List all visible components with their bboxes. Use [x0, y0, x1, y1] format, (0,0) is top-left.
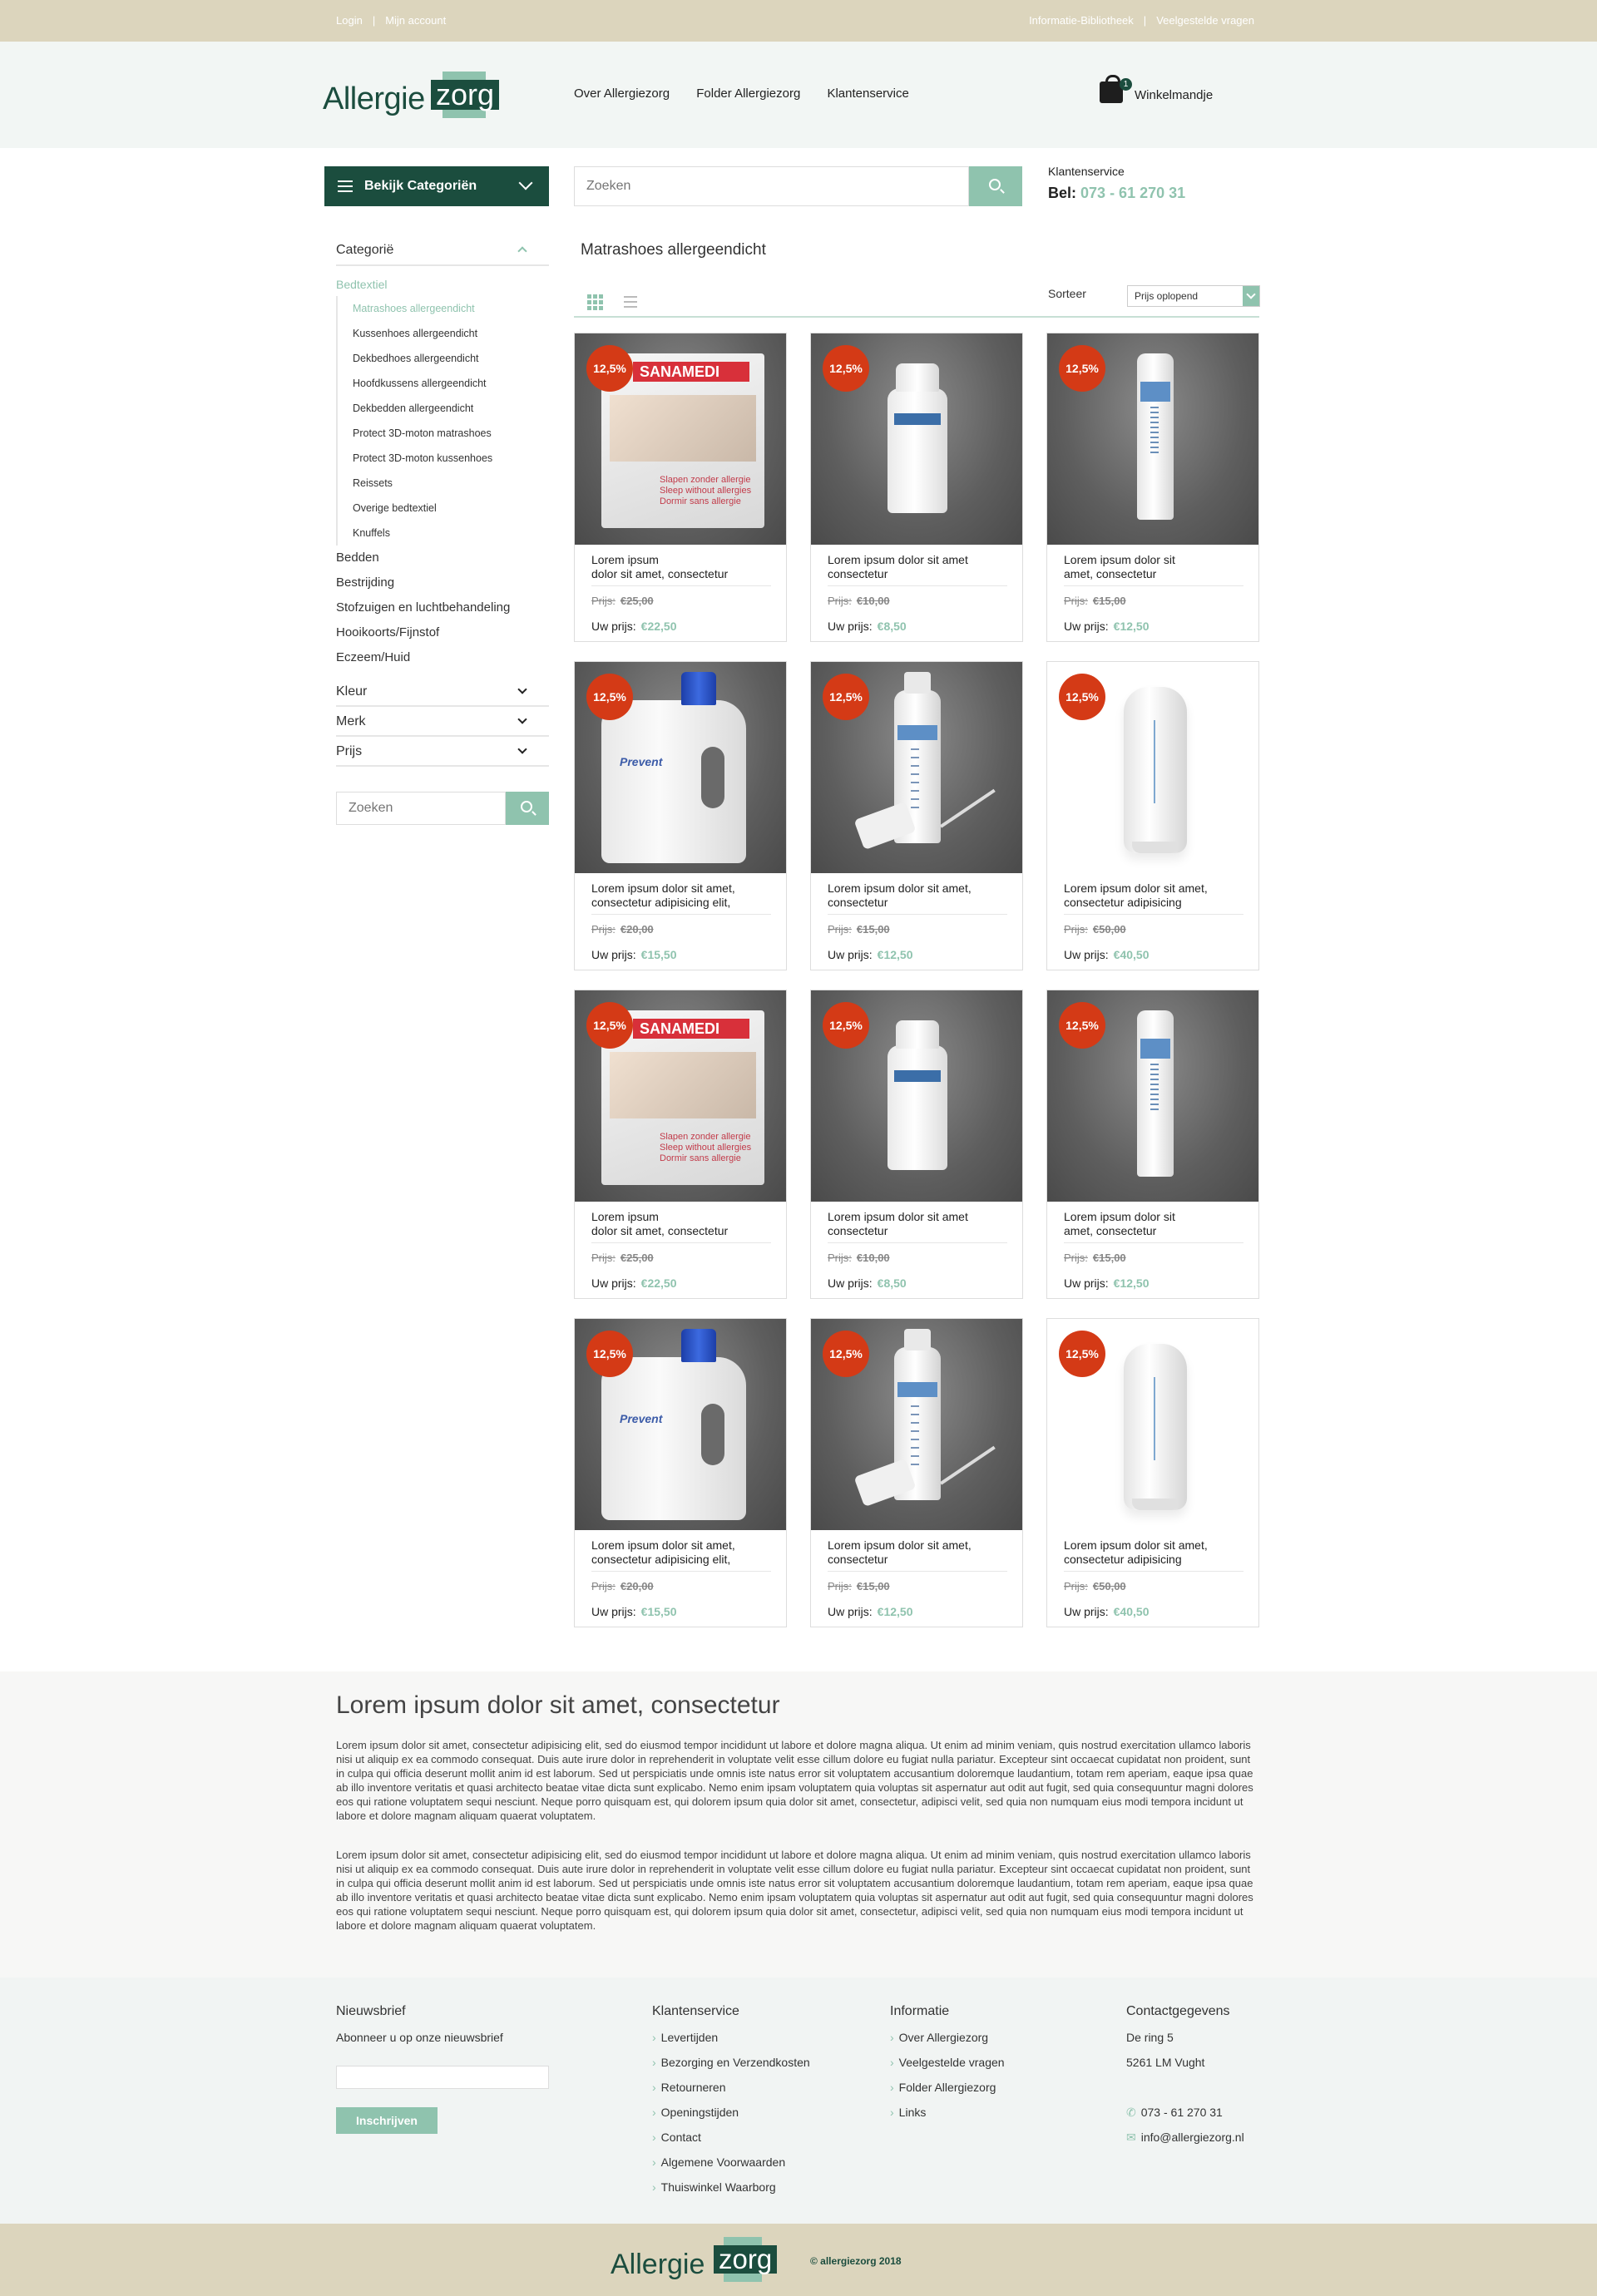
discount-badge: 12,5% — [823, 1331, 869, 1377]
product-card[interactable] — [574, 990, 787, 1299]
old-price-value: €50,00 — [1092, 923, 1126, 936]
new-price — [828, 948, 913, 961]
contact-email[interactable] — [1126, 2131, 1244, 2155]
contact-phone-label: 073 - 61 270 31 — [1140, 2106, 1223, 2119]
sidebar-main-categories — [336, 546, 549, 670]
footer-logo[interactable] — [611, 2237, 794, 2282]
product-card[interactable] — [1046, 1318, 1259, 1627]
header-search-input[interactable] — [575, 167, 968, 205]
product-name-line: consectetur — [828, 567, 888, 580]
sidebar-item[interactable]: Eczeem/Huid — [336, 650, 411, 664]
product-name-line: Lorem ipsum dolor sit amet — [828, 553, 968, 566]
product-name-line: Lorem ipsum dolor sit amet, — [828, 1538, 972, 1552]
footer-link-label: Algemene Voorwaarden — [660, 2155, 786, 2169]
new-price-label: Uw prijs: — [591, 1605, 636, 1618]
old-price-label: Prijs: — [591, 595, 616, 607]
divider — [574, 316, 1259, 318]
nav-over[interactable]: Over Allergiezorg — [574, 86, 670, 101]
new-price — [1064, 1276, 1150, 1290]
chevron-right-icon: › — [890, 2106, 894, 2119]
cart-label: Winkelmandje — [1135, 88, 1214, 102]
discount-badge: 12,5% — [1059, 1331, 1105, 1377]
main-nav — [574, 86, 932, 101]
footer-link-label: Folder Allergiezorg — [898, 2081, 996, 2094]
bottom-bar — [0, 2224, 1597, 2296]
old-price — [1064, 1580, 1126, 1592]
spacer — [1126, 2081, 1244, 2106]
old-price — [1064, 923, 1126, 936]
product-name-line: consectetur adipisicing — [1064, 896, 1182, 909]
new-price — [828, 620, 907, 633]
new-price — [591, 620, 677, 633]
chevron-right-icon: › — [652, 2031, 656, 2044]
old-price — [1064, 595, 1126, 607]
footer-service — [652, 2004, 810, 2205]
nav-folder[interactable]: Folder Allergiezorg — [696, 86, 801, 101]
old-price-value: €20,00 — [620, 923, 654, 936]
footer-link-label: Contact — [660, 2131, 701, 2144]
new-price-value: €8,50 — [877, 1276, 907, 1290]
chevron-right-icon: › — [652, 2081, 656, 2094]
product-name-line: consectetur adipisicing elit, — [591, 1553, 731, 1566]
service-title: Klantenservice — [1048, 165, 1125, 178]
chevron-down-icon — [519, 176, 533, 190]
discount-badge: 12,5% — [586, 345, 633, 392]
product-card[interactable] — [574, 661, 787, 970]
sidebar-subitem[interactable]: Dekbedden allergeendicht — [353, 402, 474, 414]
product-card[interactable] — [1046, 990, 1259, 1299]
product-name[interactable] — [828, 553, 1007, 586]
footer-heading: Klantenservice — [652, 2004, 739, 2018]
sidebar-subitem[interactable]: Hoofdkussens allergeendicht — [353, 378, 487, 389]
package-text-line: Dormir sans allergie — [660, 496, 741, 506]
chevron-right-icon: › — [652, 2056, 656, 2069]
phone-icon: ✆ — [1126, 2106, 1136, 2119]
package-text-line: Slapen zonder allergie — [660, 1132, 751, 1142]
new-price-label: Uw prijs: — [1064, 1276, 1109, 1290]
sidebar-item-bedtextiel[interactable]: Bedtextiel — [336, 278, 388, 291]
chevron-right-icon: › — [890, 2031, 894, 2044]
product-name-line: amet, consectetur — [1064, 1224, 1157, 1237]
footer-link[interactable] — [652, 2081, 810, 2106]
jug-label: Prevent — [620, 755, 663, 768]
sidebar-search-input[interactable] — [337, 792, 505, 824]
old-price-label: Prijs: — [1064, 1252, 1088, 1264]
account-link[interactable]: Mijn account — [385, 14, 447, 27]
package-text-line: Slapen zonder allergie — [660, 475, 751, 485]
new-price-value: €12,50 — [1113, 620, 1150, 633]
footer-heading: Contactgegevens — [1126, 2004, 1230, 2018]
old-price-value: €15,00 — [1092, 595, 1126, 607]
sidebar-subitem[interactable]: Overige bedtextiel — [353, 502, 437, 514]
old-price-label: Prijs: — [1064, 595, 1088, 607]
old-price-label: Prijs: — [591, 1252, 616, 1264]
filter-label: Kleur — [336, 684, 368, 699]
filter-merk[interactable] — [336, 707, 549, 737]
old-price — [1064, 1252, 1126, 1264]
product-name[interactable] — [1064, 1538, 1243, 1572]
old-price-value: €25,00 — [620, 1252, 654, 1264]
spacer — [336, 670, 549, 677]
new-price-label: Uw prijs: — [591, 948, 636, 961]
package-text-line: Dormir sans allergie — [660, 1153, 741, 1163]
chevron-down-icon — [517, 714, 527, 723]
package-photo — [610, 395, 756, 462]
old-price-label: Prijs: — [828, 1580, 852, 1592]
filter-prijs[interactable] — [336, 737, 549, 767]
sort-select[interactable] — [1127, 285, 1260, 307]
old-price-label: Prijs: — [591, 923, 616, 936]
sidebar-subitem[interactable]: Protect 3D-moton matrashoes — [353, 427, 492, 439]
old-price — [591, 1252, 654, 1264]
product-name[interactable] — [828, 1210, 1007, 1243]
package-brand: SANAMEDI — [633, 1019, 749, 1039]
logo-word-2: zorg — [431, 80, 499, 110]
chevron-right-icon: › — [652, 2131, 656, 2144]
product-name-line: Lorem ipsum dolor sit amet, — [591, 881, 735, 895]
footer-heading: Nieuwsbrief — [336, 2004, 406, 2018]
jug-illustration — [601, 1357, 746, 1520]
new-price — [828, 1605, 913, 1618]
product-name-line: consectetur — [828, 1224, 888, 1237]
seo-paragraph: Lorem ipsum dolor sit amet, consectetur adipisicing elit, sed do eiusmod tempor incididunt ut labore et dolore magna aliqua. Ut enim ad minim veniam, quis nostrud exercitation ullamco laboris nisi ut aliquip ex ea commodo consequat. Duis aute irure dolor in reprehenderit in voluptate velit esse cillum dolore eu fugiat nulla pariatur. Excepteur sint occaecat cupidatat non proident, sunt in culpa qui officia deserunt mollit anim id est laborum. Sed ut perspiciatis unde omnis iste natus error sit voluptatem accusantium doloremque laudantium, totam rem aperiam, eaque ipsa quae ab illo inventore veritatis et quasi architecto beatae vitae dicta sunt explicabo. Nemo enim ipsam voluptatem quia voluptas sit aspernatur aut odit aut fugit, sed quia consequuntur magni dolores eos qui ratione voluptatem sequi nesciunt. Neque porro quisquam est, qui dolorem ipsum quia dolor sit amet, consectetur, adipisci velit, sed quia non numquam eius modi tempora incidunt ut labore et dolore magnam aliquam quaerat voluptatem. — [336, 1739, 1253, 1822]
footer-link[interactable] — [890, 2031, 1005, 2056]
new-price — [1064, 620, 1150, 633]
old-price-label: Prijs: — [591, 1580, 616, 1592]
discount-badge: 12,5% — [1059, 1002, 1105, 1049]
new-price-label: Uw prijs: — [828, 1276, 873, 1290]
new-price-label: Uw prijs: — [1064, 1605, 1109, 1618]
footer-link[interactable] — [652, 2106, 810, 2131]
new-price-label: Uw prijs: — [828, 948, 873, 961]
old-price-label: Prijs: — [828, 923, 852, 936]
discount-badge: 12,5% — [586, 674, 633, 720]
sidebar-subitem[interactable]: Protect 3D-moton kussenhoes — [353, 452, 493, 464]
seo-title: Lorem ipsum dolor sit amet, consectetur — [336, 1691, 780, 1719]
footer-link[interactable] — [652, 2180, 810, 2205]
product-name[interactable] — [828, 881, 1007, 915]
cart-count-badge: 1 — [1120, 78, 1132, 91]
top-bar-separator: | — [372, 14, 376, 27]
sidebar-subitem[interactable]: Kussenhoes allergeendicht — [353, 328, 478, 339]
chevron-right-icon: › — [890, 2081, 894, 2094]
product-name-line: Lorem ipsum dolor sit amet, — [1064, 881, 1208, 895]
new-price-value: €22,50 — [640, 620, 677, 633]
old-price — [591, 923, 654, 936]
new-price — [591, 1605, 677, 1618]
new-price-value: €15,50 — [640, 1605, 677, 1618]
footer-link[interactable] — [652, 2131, 810, 2155]
top-bar-left — [336, 14, 446, 27]
new-price-label: Uw prijs: — [591, 620, 636, 633]
jug-label: Prevent — [620, 1412, 663, 1425]
chevron-up-icon — [517, 246, 527, 255]
discount-badge: 12,5% — [586, 1331, 633, 1377]
sidebar-item[interactable]: Bedden — [336, 551, 379, 565]
package-text-line: Sleep without allergies — [660, 486, 752, 496]
chevron-down-icon — [1243, 286, 1259, 306]
package-text — [660, 475, 751, 507]
newsletter-subtitle: Abonneer u op onze nieuwsbrief — [336, 2031, 503, 2044]
old-price — [828, 923, 890, 936]
new-price — [591, 948, 677, 961]
discount-badge: 12,5% — [823, 674, 869, 720]
sidebar — [336, 241, 549, 767]
product-name-line: consectetur adipisicing — [1064, 1553, 1182, 1566]
footer-link-label: Bezorging en Verzendkosten — [660, 2056, 810, 2069]
filter-kleur[interactable] — [336, 677, 549, 707]
call-label: Bel: — [1048, 185, 1077, 201]
footer-link-label: Links — [898, 2106, 927, 2119]
old-price-label: Prijs: — [828, 1252, 852, 1264]
filter-label: Merk — [336, 714, 366, 728]
contact-email-label: info@allergiezorg.nl — [1140, 2131, 1244, 2144]
discount-badge: 12,5% — [1059, 674, 1105, 720]
sidebar-search-box — [336, 792, 506, 825]
package-brand: SANAMEDI — [633, 362, 749, 382]
new-price — [591, 1276, 677, 1290]
envelope-icon: ✉ — [1126, 2131, 1136, 2144]
old-price — [828, 1580, 890, 1592]
sidebar-subitem[interactable]: Dekbedhoes allergeendicht — [353, 353, 479, 364]
top-bar-separator: | — [1143, 14, 1147, 27]
product-card[interactable] — [574, 333, 787, 642]
product-name-line: Lorem ipsum dolor sit amet, — [591, 1538, 735, 1552]
service-block — [1048, 165, 1185, 202]
new-price-label: Uw prijs: — [1064, 948, 1109, 961]
package-text-line: Sleep without allergies — [660, 1143, 752, 1153]
old-price — [591, 595, 654, 607]
footer-link[interactable] — [652, 2056, 810, 2081]
old-price-value: €15,00 — [856, 1580, 890, 1592]
product-card[interactable] — [810, 333, 1023, 642]
search-icon — [521, 801, 532, 812]
newsletter-email-input[interactable] — [336, 2066, 549, 2089]
old-price-value: €10,00 — [856, 595, 890, 607]
logo-word-2: zorg — [714, 2245, 777, 2274]
discount-badge: 12,5% — [823, 345, 869, 392]
header — [0, 42, 1597, 148]
library-link[interactable]: Informatie-Bibliotheek — [1029, 14, 1134, 27]
contact-phone[interactable] — [1126, 2106, 1244, 2131]
product-name-line: Lorem ipsum — [591, 553, 659, 566]
footer-link-label: Retourneren — [660, 2081, 726, 2094]
footer-link[interactable] — [890, 2106, 1005, 2131]
bottle-illustration — [887, 1045, 947, 1170]
old-price-label: Prijs: — [1064, 1580, 1088, 1592]
jug-illustration — [601, 700, 746, 863]
chevron-right-icon: › — [652, 2180, 656, 2194]
categories-button[interactable] — [324, 166, 549, 206]
discount-badge: 12,5% — [823, 1002, 869, 1049]
new-price-value: €12,50 — [1113, 1276, 1150, 1290]
old-price-value: €25,00 — [620, 595, 654, 607]
footer-link[interactable] — [890, 2056, 1005, 2081]
categories-button-label: Bekijk Categoriën — [364, 179, 477, 193]
contact-city: 5261 LM Vught — [1126, 2056, 1205, 2069]
old-price-value: €15,00 — [856, 923, 890, 936]
bottle-illustration — [887, 388, 947, 513]
footer-link-label: Veelgestelde vragen — [898, 2056, 1005, 2069]
footer-newsletter — [336, 2004, 503, 2056]
product-name[interactable] — [1064, 1210, 1243, 1243]
product-name[interactable] — [828, 1538, 1007, 1572]
old-price-value: €50,00 — [1092, 1580, 1126, 1592]
humidifier-illustration — [1124, 687, 1187, 853]
footer — [0, 1978, 1597, 2224]
sidebar-item[interactable]: Stofzuigen en luchtbehandeling — [336, 600, 511, 615]
list-view-icon[interactable] — [624, 296, 637, 308]
cart-button[interactable] — [1100, 78, 1233, 108]
product-card[interactable] — [810, 990, 1023, 1299]
chevron-down-icon — [517, 744, 527, 753]
old-price-label: Prijs: — [828, 595, 852, 607]
logo-word-1: Allergie — [323, 81, 425, 116]
top-bar-right — [1029, 14, 1254, 27]
footer-contact — [1126, 2004, 1244, 2155]
product-name[interactable] — [591, 1210, 771, 1243]
new-price-label: Uw prijs: — [828, 620, 873, 633]
footer-info — [890, 2004, 1005, 2131]
product-name-line: Lorem ipsum dolor sit amet, — [1064, 1538, 1208, 1552]
old-price-value: €10,00 — [856, 1252, 890, 1264]
sidebar-subcategories — [336, 296, 549, 546]
sidebar-item[interactable]: Bestrijding — [336, 575, 395, 590]
product-name[interactable] — [591, 1538, 771, 1572]
logo-word-1: Allergie — [611, 2249, 705, 2280]
new-price-label: Uw prijs: — [591, 1276, 636, 1290]
sidebar-subitem[interactable]: Matrashoes allergeendicht — [353, 303, 475, 314]
service-phone-line — [1048, 185, 1185, 202]
footer-link-label: Levertijden — [660, 2031, 719, 2044]
product-name-line: consectetur adipisicing elit, — [591, 896, 731, 909]
faq-link[interactable]: Veelgestelde vragen — [1156, 14, 1254, 27]
chevron-right-icon: › — [652, 2155, 656, 2169]
sidebar-item[interactable]: Hooikoorts/Fijnstof — [336, 625, 440, 639]
chevron-right-icon: › — [652, 2106, 656, 2119]
product-name-line: Lorem ipsum — [591, 1210, 659, 1223]
new-price-value: €40,50 — [1113, 948, 1150, 961]
product-card[interactable] — [1046, 661, 1259, 970]
sidebar-category-heading-label: Categorië — [336, 243, 394, 257]
new-price-value: €22,50 — [640, 1276, 677, 1290]
copyright: © allergiezorg 2018 — [810, 2255, 902, 2267]
new-price-value: €8,50 — [877, 620, 907, 633]
new-price-value: €12,50 — [877, 948, 913, 961]
footer-link-label: Thuiswinkel Waarborg — [660, 2180, 776, 2194]
filter-label: Prijs — [336, 744, 363, 758]
grid-view-icon[interactable] — [587, 294, 602, 309]
listing-title: Matrashoes allergeendicht — [581, 241, 766, 259]
product-name[interactable] — [1064, 881, 1243, 915]
old-price-value: €20,00 — [620, 1580, 654, 1592]
product-card[interactable] — [810, 1318, 1023, 1627]
site-logo[interactable] — [323, 72, 522, 118]
newsletter-subscribe-button[interactable]: Inschrijven — [336, 2107, 438, 2134]
new-price-label: Uw prijs: — [1064, 620, 1109, 633]
discount-badge: 12,5% — [586, 1002, 633, 1049]
old-price-value: €15,00 — [1092, 1252, 1126, 1264]
footer-link-label: Over Allergiezorg — [898, 2031, 989, 2044]
discount-badge: 12,5% — [1059, 345, 1105, 392]
old-price-label: Prijs: — [1064, 923, 1088, 936]
new-price — [828, 1276, 907, 1290]
hamburger-icon — [338, 180, 353, 192]
seo-paragraph: Lorem ipsum dolor sit amet, consectetur adipisicing elit, sed do eiusmod tempor incididunt ut labore et dolore magna aliqua. Ut enim ad minim veniam, quis nostrud exercitation ullamco laboris nisi ut aliquip ex ea commodo consequat. Duis aute irure dolor in reprehenderit in voluptate velit esse cillum dolore eu fugiat nulla pariatur. Excepteur sint occaecat cupidatat non proident, sunt in culpa qui officia deserunt mollit anim id est laborum. Sed ut perspiciatis unde omnis iste natus error sit voluptatem accusantium doloremque laudantium, totam rem aperiam, eaque ipsa quae ab illo inventore veritatis et quasi architecto beatae vitae dicta sunt explicabo. Nemo enim ipsam voluptatem quia voluptas sit aspernatur aut odit aut fugit, sed quia consequuntur magni dolores eos qui ratione voluptatem sequi nesciunt. Neque porro quisquam est, qui dolorem ipsum quia dolor sit amet, consectetur, adipisci velit, sed quia non numquam eius modi tempora incidunt ut labore et dolore magnam aliquam quaerat voluptatem. — [336, 1849, 1253, 1932]
old-price — [591, 1580, 654, 1592]
product-name-line: consectetur — [828, 896, 888, 909]
product-card[interactable] — [574, 1318, 787, 1627]
footer-heading: Informatie — [890, 2004, 950, 2018]
login-link[interactable]: Login — [336, 14, 363, 27]
sort-label: Sorteer — [1048, 287, 1086, 300]
spray-can-illustration — [1137, 1010, 1174, 1177]
chevron-down-icon — [517, 684, 527, 694]
seo-text-section — [0, 1671, 1597, 1978]
service-phone[interactable]: 073 - 61 270 31 — [1080, 185, 1186, 201]
product-card[interactable] — [1046, 333, 1259, 642]
humidifier-illustration — [1124, 1344, 1187, 1510]
product-name-line: Lorem ipsum dolor sit amet, — [828, 881, 972, 895]
product-name[interactable] — [591, 881, 771, 915]
old-price — [828, 595, 890, 607]
spray-can-illustration — [1137, 353, 1174, 520]
new-price-label: Uw prijs: — [828, 1605, 873, 1618]
search-icon — [989, 179, 1001, 190]
product-name-line: Lorem ipsum dolor sit amet — [828, 1210, 968, 1223]
old-price — [828, 1252, 890, 1264]
header-search-box — [574, 166, 969, 206]
new-price-value: €40,50 — [1113, 1605, 1150, 1618]
top-bar — [0, 0, 1597, 42]
sidebar-search-button[interactable] — [506, 792, 549, 825]
product-name[interactable] — [1064, 553, 1243, 586]
new-price — [1064, 1605, 1150, 1618]
package-text — [660, 1132, 751, 1164]
footer-link-label: Openingstijden — [660, 2106, 739, 2119]
footer-link[interactable] — [652, 2155, 810, 2180]
footer-link[interactable] — [652, 2031, 810, 2056]
product-card[interactable] — [810, 661, 1023, 970]
product-name-line: consectetur — [828, 1553, 888, 1566]
sort-select-value: Prijs oplopend — [1135, 290, 1199, 302]
package-photo — [610, 1052, 756, 1118]
product-name[interactable] — [591, 553, 771, 586]
contact-street: De ring 5 — [1126, 2031, 1174, 2044]
footer-link[interactable] — [890, 2081, 1005, 2106]
new-price-value: €15,50 — [640, 948, 677, 961]
product-name-line: Lorem ipsum dolor sit — [1064, 1210, 1175, 1223]
new-price-value: €12,50 — [877, 1605, 913, 1618]
product-name-line: dolor sit amet, consectetur — [591, 1224, 729, 1237]
header-search-button[interactable] — [969, 166, 1022, 206]
sidebar-subitem[interactable]: Reissets — [353, 477, 393, 489]
product-name-line: Lorem ipsum dolor sit — [1064, 553, 1175, 566]
product-name-line: dolor sit amet, consectetur — [591, 567, 729, 580]
sidebar-subitem[interactable]: Knuffels — [353, 527, 390, 539]
nav-klantenservice[interactable]: Klantenservice — [827, 86, 909, 101]
product-name-line: amet, consectetur — [1064, 567, 1157, 580]
sidebar-category-heading[interactable] — [336, 241, 549, 266]
chevron-right-icon: › — [890, 2056, 894, 2069]
new-price — [1064, 948, 1150, 961]
